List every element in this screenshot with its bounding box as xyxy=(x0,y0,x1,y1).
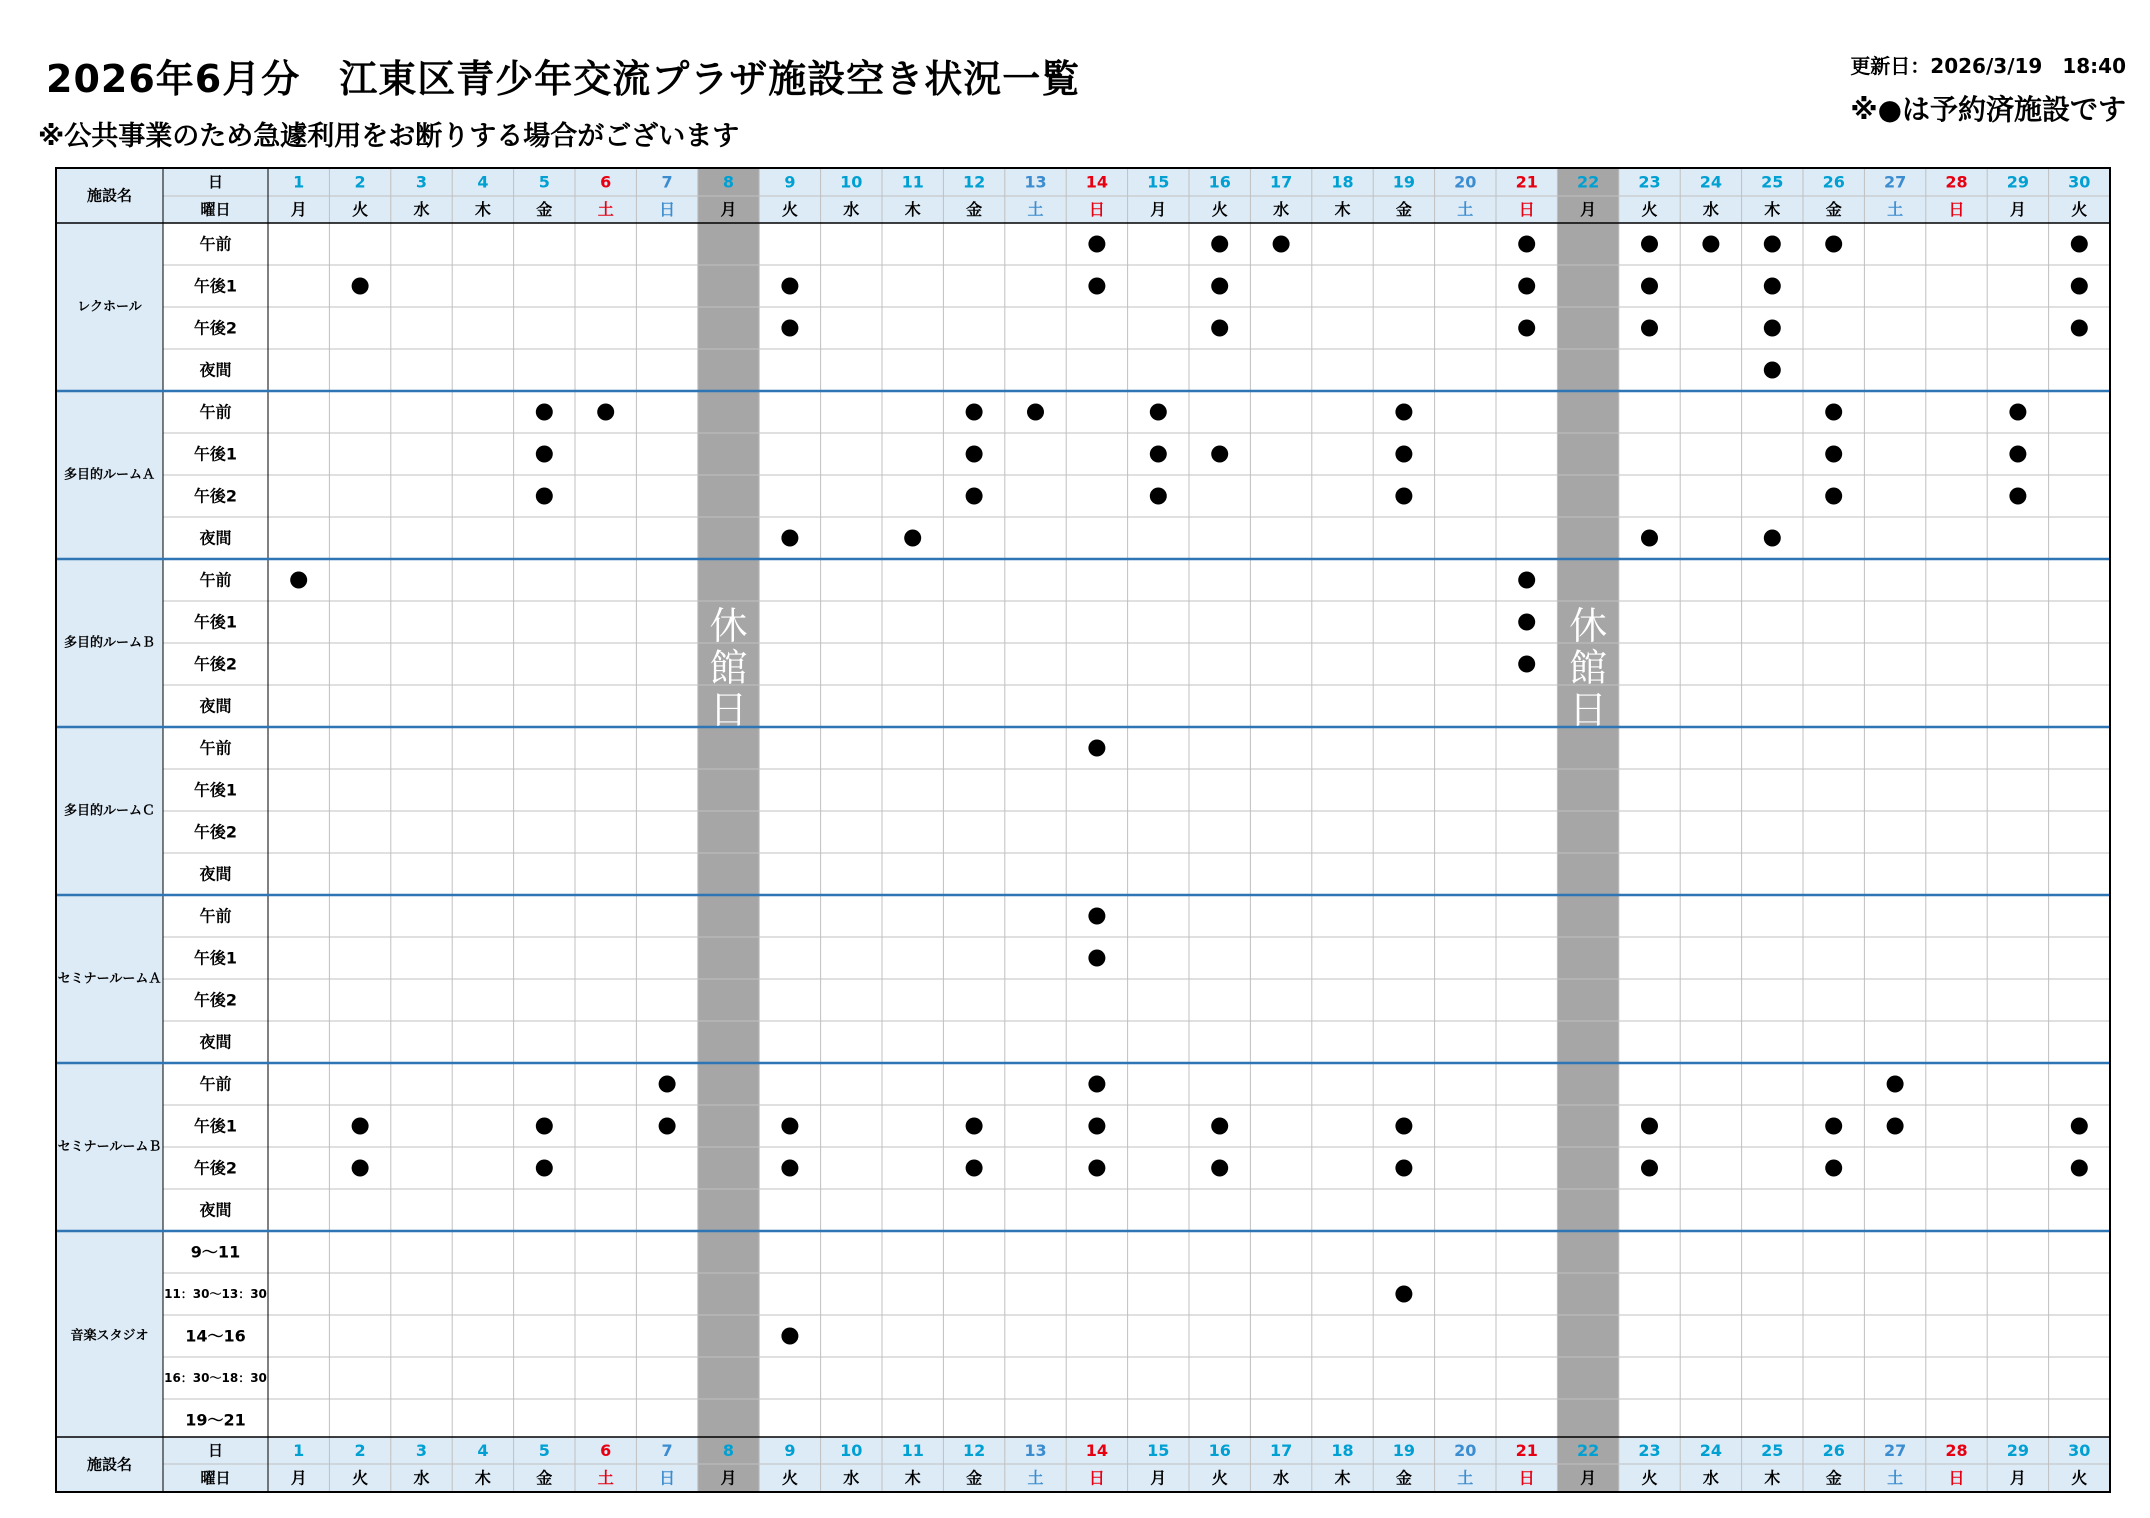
header-weekday: 土 xyxy=(1027,200,1044,219)
header-weekday: 火 xyxy=(1641,200,1658,219)
header-day-number: 23 xyxy=(1638,172,1661,192)
booked-dot xyxy=(352,1118,369,1135)
header-weekday: 木 xyxy=(904,200,921,219)
closed-day-label: 休 xyxy=(1569,604,1608,648)
header-weekday: 月 xyxy=(290,200,307,219)
booked-dot xyxy=(659,1118,676,1135)
booked-dot xyxy=(1027,404,1044,421)
booked-dot xyxy=(1641,278,1658,295)
header-day-number: 4 xyxy=(477,172,489,192)
slot-label: 午後2 xyxy=(193,318,238,338)
booked-dot xyxy=(1088,950,1105,967)
header-weekday: 水 xyxy=(843,200,860,219)
booked-dot xyxy=(1395,404,1412,421)
header-weekday: 水 xyxy=(413,200,430,219)
header-day-number: 27 xyxy=(1883,172,1907,192)
header-day-number: 19 xyxy=(1392,172,1416,192)
header-weekday: 金 xyxy=(1825,200,1842,219)
footer-day-number: 9 xyxy=(784,1441,796,1460)
booked-dot xyxy=(536,404,553,421)
header-weekday: 金 xyxy=(1395,200,1412,219)
booked-dot xyxy=(966,1160,983,1177)
footer-weekday: 日 xyxy=(1948,1468,1965,1488)
slot-label: 午前 xyxy=(199,402,232,422)
header-day-number: 2 xyxy=(354,172,366,192)
page-title: 2026年6月分 江東区青少年交流プラザ施設空き状況一覧 xyxy=(46,57,1081,101)
booked-dot xyxy=(966,404,983,421)
header-day-number: 5 xyxy=(538,172,550,192)
booked-dot xyxy=(2071,320,2088,337)
header-weekday-label: 曜日 xyxy=(200,200,231,219)
footer-weekday: 水 xyxy=(1702,1468,1719,1488)
booked-dot xyxy=(1641,236,1658,253)
footer-day-number: 30 xyxy=(2068,1441,2091,1460)
footer-weekday: 土 xyxy=(1457,1468,1474,1488)
booked-dot xyxy=(781,1160,798,1177)
booked-dot xyxy=(536,446,553,463)
booked-dot xyxy=(1825,446,1842,463)
booked-dot xyxy=(1641,530,1658,547)
closed-day-label: 館 xyxy=(1569,646,1608,690)
footer-day-number: 29 xyxy=(2006,1441,2030,1460)
slot-label: 夜間 xyxy=(199,360,232,380)
closed-day-label: 日 xyxy=(709,688,748,732)
facility-name: 多目的ルームＣ xyxy=(63,803,156,819)
footer-day-number: 12 xyxy=(962,1441,986,1460)
footer-day-number: 23 xyxy=(1638,1441,1661,1460)
slot-label: 午後1 xyxy=(193,612,238,632)
header-day-number: 25 xyxy=(1761,172,1784,192)
footer-weekday: 木 xyxy=(904,1468,921,1488)
footer-weekday: 火 xyxy=(781,1468,798,1488)
booked-dot xyxy=(1641,320,1658,337)
header-weekday: 日 xyxy=(659,200,676,219)
header-weekday: 月 xyxy=(2009,200,2026,219)
facility-name: 多目的ルームＡ xyxy=(63,467,156,483)
header-day-number: 7 xyxy=(661,172,673,192)
footer-weekday: 金 xyxy=(1395,1468,1412,1488)
header-weekday: 木 xyxy=(1764,200,1781,219)
footer-weekday: 火 xyxy=(2071,1468,2088,1488)
booked-dot xyxy=(1088,908,1105,925)
footer-day-number: 17 xyxy=(1269,1441,1293,1460)
header-facility-label: 施設名 xyxy=(86,186,133,205)
booked-dot xyxy=(781,1328,798,1345)
slot-label: 午前 xyxy=(199,738,232,758)
header-day-number: 18 xyxy=(1331,172,1354,192)
booked-dot xyxy=(1088,278,1105,295)
footer-day-number: 21 xyxy=(1515,1441,1538,1460)
header-day-number: 14 xyxy=(1085,172,1109,192)
footer-day-number: 7 xyxy=(661,1441,673,1460)
header-weekday: 日 xyxy=(1518,200,1535,219)
closed-day-label: 休 xyxy=(709,604,748,648)
footer-weekday: 月 xyxy=(720,1468,737,1488)
slot-label: 午後1 xyxy=(193,948,238,968)
booked-dot xyxy=(1150,488,1167,505)
footer-day-number: 19 xyxy=(1392,1441,1416,1460)
booked-dot xyxy=(781,1118,798,1135)
slot-label: 11：30～13：30 xyxy=(164,1287,267,1301)
booked-dot xyxy=(2009,446,2026,463)
footer-day-number: 5 xyxy=(538,1441,550,1460)
slot-label: 午前 xyxy=(199,570,232,590)
footer-day-number: 25 xyxy=(1761,1441,1784,1460)
slot-label: 午後2 xyxy=(193,654,238,674)
header-weekday: 火 xyxy=(2071,200,2088,219)
closed-day-label: 館 xyxy=(709,646,748,690)
slot-label: 午後1 xyxy=(193,444,238,464)
facility-name: 音楽スタジオ xyxy=(70,1328,149,1344)
footer-facility-label: 施設名 xyxy=(86,1455,133,1474)
footer-weekday: 火 xyxy=(1641,1468,1658,1488)
facility-column-bg xyxy=(56,223,163,1441)
slot-label: 午後2 xyxy=(193,1158,238,1178)
booked-dot xyxy=(352,278,369,295)
header-day-number: 9 xyxy=(784,172,796,192)
header-weekday: 火 xyxy=(1211,200,1228,219)
footer-weekday: 月 xyxy=(2009,1468,2026,1488)
booked-dot xyxy=(1518,614,1535,631)
header-day-number: 11 xyxy=(901,172,924,192)
header-weekday: 木 xyxy=(474,200,491,219)
footer-weekday: 日 xyxy=(1088,1468,1105,1488)
booked-dot xyxy=(1825,236,1842,253)
footer-day-number: 6 xyxy=(600,1441,612,1460)
booked-dot xyxy=(781,278,798,295)
booked-dot xyxy=(1825,404,1842,421)
slot-label: 夜間 xyxy=(199,1032,232,1052)
facility-name: レクホール xyxy=(77,299,142,315)
header-day-number: 20 xyxy=(1454,172,1477,192)
booked-dot xyxy=(1825,1118,1842,1135)
booked-dot xyxy=(966,1118,983,1135)
header-weekday: 土 xyxy=(597,200,614,219)
header-weekday: 木 xyxy=(1334,200,1351,219)
booked-dot xyxy=(966,488,983,505)
header-weekday: 月 xyxy=(1580,200,1597,219)
slot-label: 9～11 xyxy=(190,1242,241,1262)
booked-dot xyxy=(2071,1118,2088,1135)
header-day-number: 24 xyxy=(1699,172,1723,192)
booked-dot xyxy=(2009,488,2026,505)
booked-dot xyxy=(966,446,983,463)
header-day-number: 30 xyxy=(2068,172,2091,192)
booked-dot xyxy=(1825,1160,1842,1177)
booked-dot xyxy=(1764,530,1781,547)
header-day-number: 6 xyxy=(600,172,612,192)
booked-dot xyxy=(1641,1160,1658,1177)
footer-weekday: 水 xyxy=(1273,1468,1290,1488)
footer-weekday: 金 xyxy=(1825,1468,1842,1488)
header-day-number: 28 xyxy=(1945,172,1968,192)
header-weekday: 土 xyxy=(1887,200,1904,219)
footer-day-number: 14 xyxy=(1085,1441,1109,1460)
footer-day-number: 20 xyxy=(1454,1441,1477,1460)
footer-day-number: 22 xyxy=(1576,1441,1600,1460)
header-day-number: 15 xyxy=(1147,172,1170,192)
header-weekday: 月 xyxy=(720,200,737,219)
footer-weekday-label: 曜日 xyxy=(200,1469,231,1487)
booked-dot xyxy=(1150,446,1167,463)
booked-dot xyxy=(1150,404,1167,421)
footer-day-number: 1 xyxy=(293,1441,305,1460)
facility-name: セミナールームＢ xyxy=(57,1139,162,1155)
header-day-number: 13 xyxy=(1024,172,1047,192)
slot-label: 午後1 xyxy=(193,780,238,800)
footer-day-label: 日 xyxy=(207,1441,224,1460)
slot-label: 14～16 xyxy=(185,1326,246,1346)
booked-dot xyxy=(1211,278,1228,295)
footer-weekday: 土 xyxy=(1027,1468,1044,1488)
legend-note: ※●は予約済施設です xyxy=(1850,93,2126,126)
booked-dot xyxy=(1395,1118,1412,1135)
footer-day-number: 4 xyxy=(477,1441,489,1460)
footer-day-number: 11 xyxy=(901,1441,924,1460)
updated-timestamp: 更新日：2026/3/19 18:40 xyxy=(1850,54,2126,78)
slot-label: 午後1 xyxy=(193,1116,238,1136)
slot-label: 午後2 xyxy=(193,990,238,1010)
booked-dot xyxy=(1211,446,1228,463)
footer-weekday: 土 xyxy=(1887,1468,1904,1488)
booked-dot xyxy=(536,488,553,505)
slot-label: 夜間 xyxy=(199,864,232,884)
header-day-number: 26 xyxy=(1822,172,1845,192)
footer-day-number: 2 xyxy=(354,1441,366,1460)
booked-dot xyxy=(1518,278,1535,295)
header-day-number: 17 xyxy=(1269,172,1293,192)
footer-day-number: 3 xyxy=(415,1441,428,1460)
booked-dot xyxy=(1764,236,1781,253)
header-day-number: 10 xyxy=(840,172,863,192)
footer-day-number: 27 xyxy=(1883,1441,1907,1460)
closed-day-band xyxy=(1557,168,1618,1492)
header-weekday: 金 xyxy=(536,200,553,219)
booked-dot xyxy=(1641,1118,1658,1135)
booked-dot xyxy=(1764,278,1781,295)
header-day-number: 8 xyxy=(722,172,735,192)
slot-label: 午後1 xyxy=(193,276,238,296)
booked-dot xyxy=(1518,656,1535,673)
slot-label: 午後2 xyxy=(193,822,238,842)
header-weekday: 火 xyxy=(352,200,369,219)
footer-weekday: 日 xyxy=(1518,1468,1535,1488)
booked-dot xyxy=(536,1160,553,1177)
facility-name: 多目的ルームＢ xyxy=(63,635,156,651)
footer-weekday: 月 xyxy=(1580,1468,1597,1488)
booked-dot xyxy=(1764,362,1781,379)
slot-label: 夜間 xyxy=(199,1200,232,1220)
header-weekday: 土 xyxy=(1457,200,1474,219)
footer-day-number: 15 xyxy=(1147,1441,1170,1460)
booked-dot xyxy=(1088,236,1105,253)
header-weekday: 水 xyxy=(1702,200,1719,219)
booked-dot xyxy=(1518,320,1535,337)
booked-dot xyxy=(1088,1160,1105,1177)
closed-day-band xyxy=(698,168,759,1492)
booked-dot xyxy=(1211,320,1228,337)
header-day-number: 12 xyxy=(962,172,986,192)
booked-dot xyxy=(1702,236,1719,253)
footer-weekday: 火 xyxy=(352,1468,369,1488)
header-day-label: 日 xyxy=(207,173,224,191)
footer-weekday: 月 xyxy=(1150,1468,1167,1488)
footer-weekday: 土 xyxy=(597,1468,614,1488)
booked-dot xyxy=(2071,278,2088,295)
footer-day-number: 28 xyxy=(1945,1441,1968,1460)
header-day-number: 1 xyxy=(293,172,305,192)
footer-weekday: 水 xyxy=(413,1468,430,1488)
booked-dot xyxy=(659,1076,676,1093)
booked-dot xyxy=(1395,488,1412,505)
footer-weekday: 火 xyxy=(1211,1468,1228,1488)
header-weekday: 火 xyxy=(781,200,798,219)
booked-dot xyxy=(1395,1286,1412,1303)
footer-day-number: 13 xyxy=(1024,1441,1047,1460)
slot-label: 夜間 xyxy=(199,696,232,716)
footer-day-number: 24 xyxy=(1699,1441,1723,1460)
page-subtitle: ※公共事業のため急遽利用をお断りする場合がございます xyxy=(38,121,740,152)
header-day-number: 29 xyxy=(2006,172,2030,192)
booked-dot xyxy=(904,530,921,547)
booked-dot xyxy=(1273,236,1290,253)
footer-weekday: 水 xyxy=(843,1468,860,1488)
header-weekday: 水 xyxy=(1273,200,1290,219)
header-day-number: 22 xyxy=(1576,172,1600,192)
slot-label: 16：30～18：30 xyxy=(164,1371,267,1385)
footer-weekday: 木 xyxy=(1334,1468,1351,1488)
footer-weekday: 木 xyxy=(1764,1468,1781,1488)
booked-dot xyxy=(1518,572,1535,589)
booked-dot xyxy=(1395,446,1412,463)
booked-dot xyxy=(1887,1076,1904,1093)
slot-label: 午前 xyxy=(199,234,232,254)
booked-dot xyxy=(1088,740,1105,757)
booked-dot xyxy=(1518,236,1535,253)
booked-dot xyxy=(597,404,614,421)
booked-dot xyxy=(1211,1118,1228,1135)
footer-day-number: 16 xyxy=(1208,1441,1231,1460)
footer-weekday: 木 xyxy=(474,1468,491,1488)
booked-dot xyxy=(1764,320,1781,337)
booked-dot xyxy=(1825,488,1842,505)
header-weekday: 日 xyxy=(1948,200,1965,219)
booked-dot xyxy=(1088,1076,1105,1093)
booked-dot xyxy=(290,572,307,589)
booked-dot xyxy=(1211,236,1228,253)
booked-dot xyxy=(2071,236,2088,253)
slot-label: 午前 xyxy=(199,1074,232,1094)
booked-dot xyxy=(2009,404,2026,421)
booked-dot xyxy=(1395,1160,1412,1177)
slot-label: 午前 xyxy=(199,906,232,926)
header-weekday: 日 xyxy=(1088,200,1105,219)
booked-dot xyxy=(352,1160,369,1177)
booked-dot xyxy=(781,530,798,547)
booked-dot xyxy=(536,1118,553,1135)
slot-label: 午後2 xyxy=(193,486,238,506)
header-day-number: 3 xyxy=(415,172,428,192)
footer-day-number: 10 xyxy=(840,1441,863,1460)
footer-day-number: 18 xyxy=(1331,1441,1354,1460)
footer-day-number: 26 xyxy=(1822,1441,1845,1460)
footer-weekday: 金 xyxy=(536,1468,553,1488)
footer-weekday: 月 xyxy=(290,1468,307,1488)
header-weekday: 月 xyxy=(1150,200,1167,219)
footer-day-number: 8 xyxy=(722,1441,735,1460)
slot-label: 19～21 xyxy=(185,1410,246,1430)
slot-label: 夜間 xyxy=(199,528,232,548)
booked-dot xyxy=(1211,1160,1228,1177)
closed-day-label: 日 xyxy=(1569,688,1608,732)
footer-weekday: 日 xyxy=(659,1468,676,1488)
header-day-number: 16 xyxy=(1208,172,1231,192)
booked-dot xyxy=(1088,1118,1105,1135)
booked-dot xyxy=(781,320,798,337)
booked-dot xyxy=(1887,1118,1904,1135)
facility-name: セミナールームＡ xyxy=(57,971,162,987)
footer-weekday: 金 xyxy=(966,1468,983,1488)
header-day-number: 21 xyxy=(1515,172,1538,192)
booked-dot xyxy=(2071,1160,2088,1177)
table-border xyxy=(56,168,2110,1492)
header-weekday: 金 xyxy=(966,200,983,219)
